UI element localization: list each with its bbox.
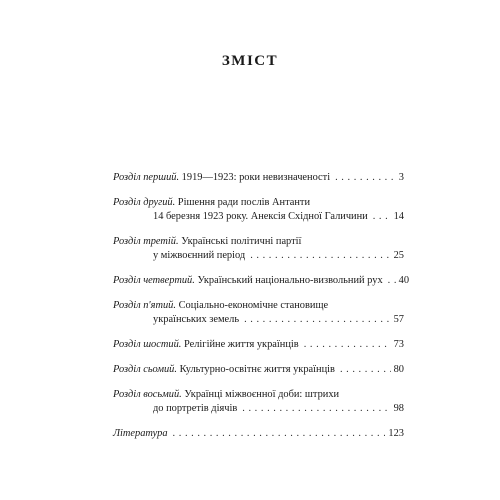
toc-entry-title-continued: 14 березня 1923 року. Анексія Східної Галичини xyxy=(153,211,368,222)
toc-entry-label: Розділ четвертий. xyxy=(113,275,195,286)
toc-entry-text xyxy=(113,338,299,352)
toc-entry-label: Розділ третій. xyxy=(113,236,179,247)
toc-page-number: 25 xyxy=(393,250,404,261)
toc-entry-title-continued: до портретів діячів xyxy=(153,403,238,414)
toc-leader-dots xyxy=(340,363,391,377)
toc-entry-text xyxy=(113,388,339,402)
toc-entry-text xyxy=(113,171,330,185)
toc-entry-line xyxy=(113,427,404,441)
toc-entry[interactable] xyxy=(113,363,404,377)
toc-entry[interactable] xyxy=(113,299,404,327)
toc-leader-dots xyxy=(373,210,391,224)
toc-page-number: 123 xyxy=(388,428,404,439)
toc-entry-title: Рішення ради послів Антанти xyxy=(177,197,311,208)
toc-page-number: 73 xyxy=(393,339,404,350)
toc-page-number: 3 xyxy=(398,172,404,183)
toc-entry-title-continued: у міжвоєнний період xyxy=(153,250,246,261)
toc-entry-title: Український національно-визвольний рух xyxy=(197,275,383,286)
toc-entry-line xyxy=(113,235,404,249)
toc-entry-title: Релігійне життя українців xyxy=(183,339,299,350)
toc-entry-text xyxy=(113,274,383,288)
toc-entry-title: 1919—1923: роки невизначеності xyxy=(181,172,331,183)
toc-entry-title: Українські політичні партії xyxy=(181,236,302,247)
toc-entry-line xyxy=(113,274,410,288)
toc-entry-line xyxy=(113,402,404,416)
toc-leader-dots xyxy=(304,338,391,352)
page-title: ЗМІСТ xyxy=(221,53,279,69)
toc-entry-label: Розділ сьомий. xyxy=(113,364,177,375)
toc-entry[interactable] xyxy=(113,338,404,352)
toc-entry[interactable] xyxy=(113,274,410,288)
toc-entry-line xyxy=(113,249,404,263)
toc-page-number: 98 xyxy=(393,403,404,414)
toc-page-number: 40 xyxy=(398,275,410,286)
toc-entry-line xyxy=(113,210,404,224)
toc-entry-label: Розділ перший. xyxy=(113,172,180,183)
toc-leader-dots xyxy=(388,274,396,288)
toc-entry-line xyxy=(113,388,404,402)
toc-entry-label: Розділ п'ятий. xyxy=(113,300,176,311)
toc-leader-dots xyxy=(250,249,390,263)
toc-entry[interactable] xyxy=(113,196,404,224)
toc-entry-label: Розділ восьмий. xyxy=(113,389,182,400)
toc-leader-dots xyxy=(244,313,391,327)
toc-entry-text xyxy=(113,235,301,249)
toc-entry-text xyxy=(113,196,310,210)
toc-entry-text xyxy=(113,299,328,313)
toc-page-number: 80 xyxy=(393,364,404,375)
toc-entry-title-continued: українських земель xyxy=(153,314,240,325)
toc-entry-title: Соціально-економічне становище xyxy=(178,300,329,311)
toc-entry[interactable] xyxy=(113,171,404,185)
toc-leader-dots xyxy=(173,427,386,441)
toc-entry-label: Розділ шостий. xyxy=(113,339,182,350)
toc-entry-title: Культурно-освітнє життя українців xyxy=(179,364,335,375)
toc-entry-line xyxy=(113,171,404,185)
toc-entry-label: Література xyxy=(113,428,168,439)
toc-entry-line xyxy=(113,196,404,210)
table-of-contents xyxy=(113,171,410,441)
toc-entry[interactable] xyxy=(113,427,404,441)
toc-entry-text xyxy=(113,363,335,377)
toc-leader-dots xyxy=(335,171,396,185)
toc-entry-line xyxy=(113,313,404,327)
toc-entry[interactable] xyxy=(113,388,404,416)
toc-entry-title: Українці міжвоєнної доби: штрихи xyxy=(184,389,340,400)
toc-entry-line xyxy=(113,299,404,313)
toc-page-number: 14 xyxy=(393,211,404,222)
toc-entry-line xyxy=(113,338,404,352)
toc-entry[interactable] xyxy=(113,235,404,263)
toc-entry-text xyxy=(113,427,168,441)
toc-entry-line xyxy=(113,363,404,377)
toc-page-number: 57 xyxy=(393,314,404,325)
toc-leader-dots xyxy=(242,402,390,416)
toc-entry-label: Розділ другий. xyxy=(113,197,176,208)
